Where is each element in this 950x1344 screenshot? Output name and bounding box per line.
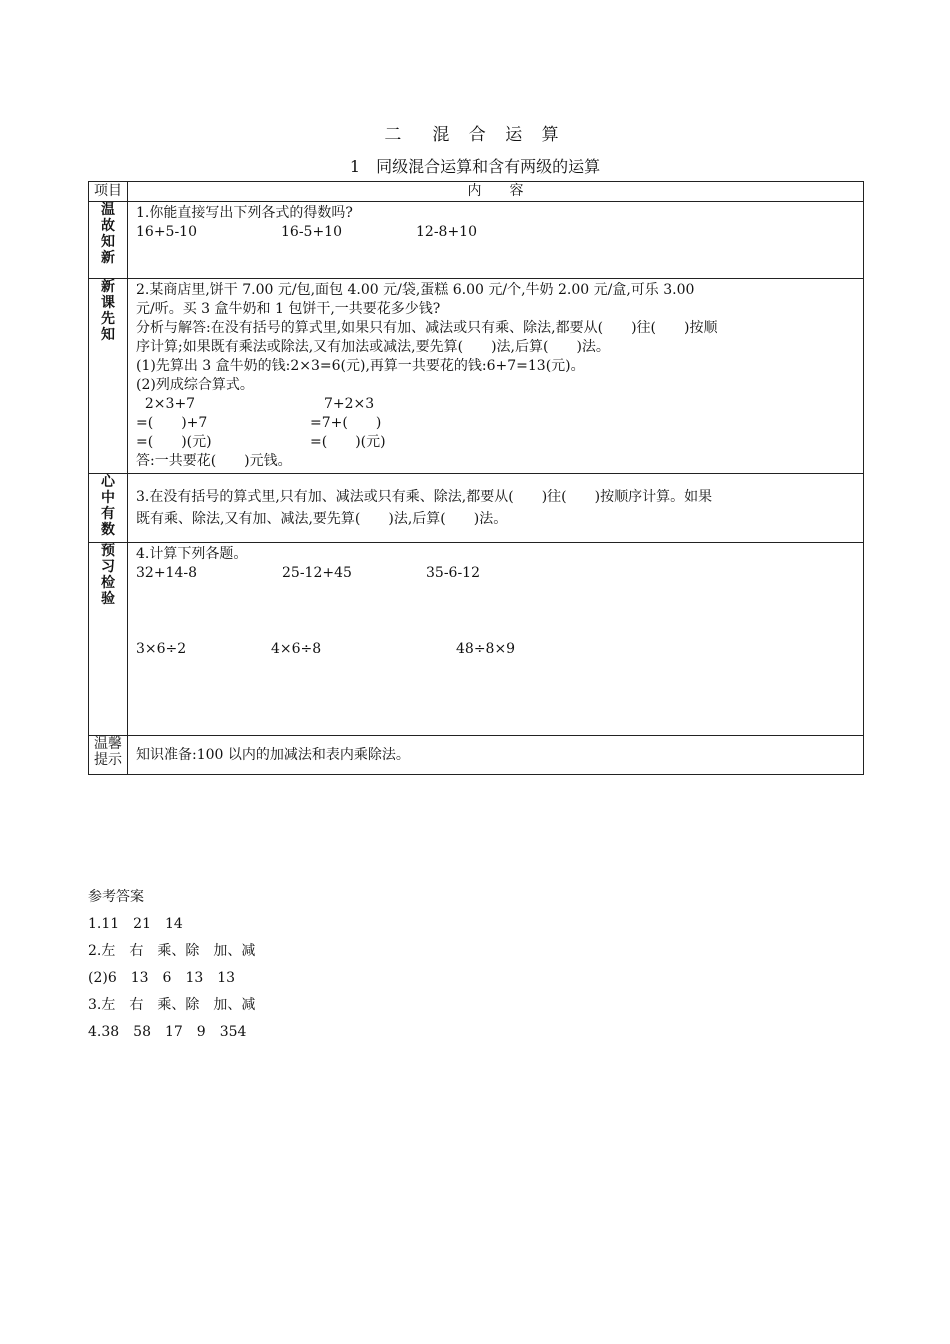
calc-step: =7+( ) <box>296 415 382 431</box>
calc-step: =( )(元) <box>296 434 386 450</box>
chapter-title: 二 混 合 运 算 <box>384 125 566 145</box>
text-line: 分析与解答:在没有括号的算式里,如果只有加、减法或只有乘、除法,都要从( )往( )按顺 <box>136 320 718 336</box>
calc-step: =( )+7 <box>136 415 208 431</box>
answer-line: (2)6 13 6 13 13 <box>88 970 236 986</box>
label-text: 温馨提示 <box>94 736 122 768</box>
calc-step: 7+2×3 <box>296 396 375 412</box>
section-content-tips <box>128 736 864 775</box>
answer-line: 3.左 右 乘、除 加、减 <box>88 997 256 1013</box>
question-4: 4.计算下列各题。 <box>136 546 248 562</box>
calc-step: 2×3+7 <box>136 396 196 412</box>
answer-line: 1.11 21 14 <box>88 916 183 932</box>
worksheet-table <box>88 181 864 775</box>
section-summary <box>89 474 864 543</box>
expr: 12-8+10 <box>416 224 477 240</box>
section-review <box>89 202 864 279</box>
header-content: 内 容 <box>128 182 864 202</box>
expr: 48÷8×9 <box>456 641 516 657</box>
expr: 32+14-8 <box>136 565 197 581</box>
text-line: 既有乘、除法,又有加、减法,要先算( )法,后算( )法。 <box>136 511 508 527</box>
question-1: 1.你能直接写出下列各式的得数吗? <box>136 205 353 221</box>
section-label-new-lesson <box>89 279 128 474</box>
answer-line: 答:一共要花( )元钱。 <box>136 453 292 469</box>
section-new-lesson <box>89 279 864 474</box>
answer-key <box>88 884 255 1046</box>
expr: 25-12+45 <box>282 565 352 581</box>
expr: 3×6÷2 <box>136 641 187 657</box>
expr: 35-6-12 <box>426 565 480 581</box>
label-text: 温故知新 <box>101 202 115 266</box>
table-header-row <box>89 182 864 202</box>
text-line: 序计算;如果既有乘法或除法,又有加法或减法,要先算( )法,后算( )法。 <box>136 339 610 355</box>
text-line: 2.某商店里,饼干 7.00 元/包,面包 4.00 元/袋,蛋糕 6.00 元/个,牛奶 2.00 元/盒,可乐 3.00 <box>136 282 695 298</box>
expr: 16-5+10 <box>281 224 342 240</box>
text-line: (2)列成综合算式。 <box>136 377 254 393</box>
answer-line: 4.38 58 17 9 354 <box>88 1024 247 1040</box>
section-label-tips <box>89 736 128 775</box>
label-text: 心中有数 <box>101 474 115 538</box>
section-content-summary <box>128 474 864 543</box>
section-content-review <box>128 202 864 279</box>
text-line: (1)先算出 3 盒牛奶的钱:2×3=6(元),再算一共要花的钱:6+7=13(元)。 <box>136 358 585 374</box>
header-item: 项目 <box>89 182 128 202</box>
expr: 4×6÷8 <box>271 641 322 657</box>
tips-text: 知识准备:100 以内的加减法和表内乘除法。 <box>136 746 410 763</box>
lesson-title: 1 同级混合运算和含有两级的运算 <box>349 157 601 176</box>
expr: 16+5-10 <box>136 224 197 240</box>
label-text: 预习检验 <box>101 543 115 607</box>
answer-line: 2.左 右 乘、除 加、减 <box>88 943 256 959</box>
answer-key-title: 参考答案 <box>88 889 144 905</box>
section-content-new-lesson <box>128 279 864 474</box>
text-line: 3.在没有括号的算式里,只有加、减法或只有乘、除法,都要从( )往( )按顺序计算。如果 <box>136 489 713 505</box>
section-label-review <box>89 202 128 279</box>
label-text: 新课先知 <box>101 279 115 343</box>
section-label-practice <box>89 543 128 736</box>
section-label-summary <box>89 474 128 543</box>
section-tips <box>89 736 864 775</box>
section-content-practice <box>128 543 864 736</box>
section-practice <box>89 543 864 736</box>
calc-step: =( )(元) <box>136 434 212 450</box>
text-line: 元/听。买 3 盒牛奶和 1 包饼干,一共要花多少钱? <box>136 301 441 317</box>
